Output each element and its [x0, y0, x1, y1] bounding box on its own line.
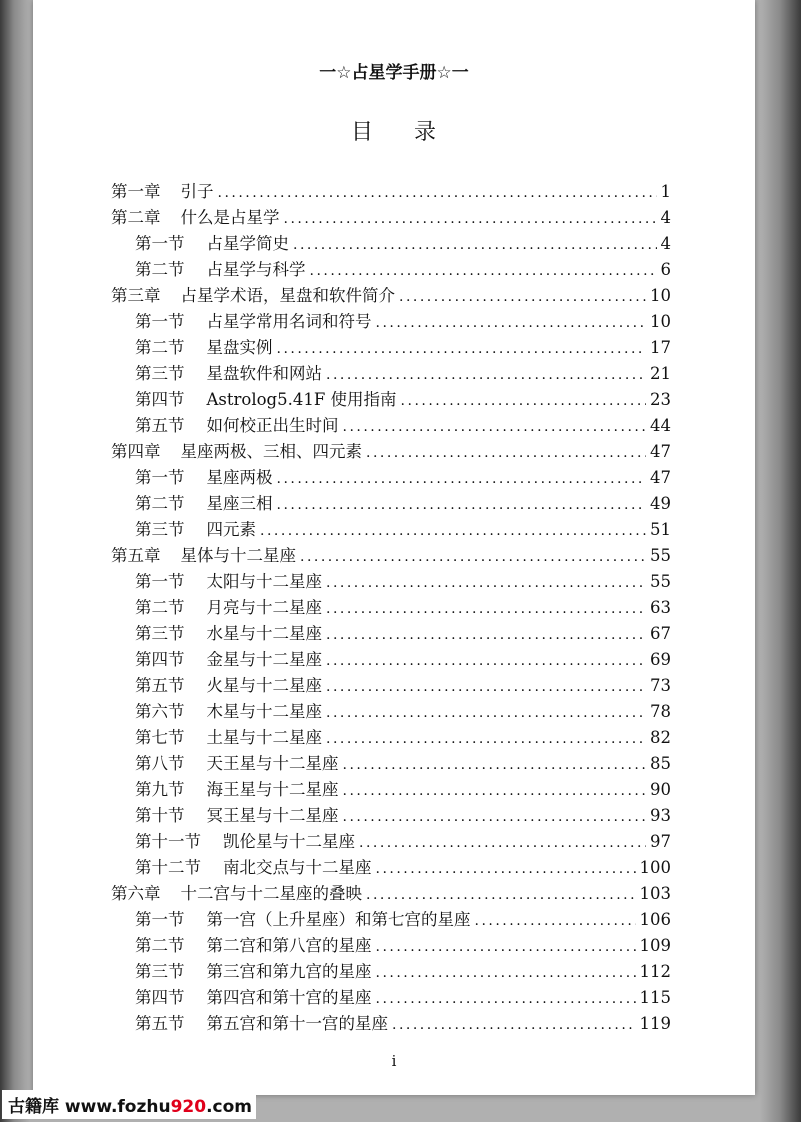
toc-entry-number: 第二节: [135, 936, 185, 955]
toc-entry-page: 85: [650, 754, 671, 773]
toc-entry-number: 第十节: [135, 806, 185, 825]
toc-section-entry[interactable]: [111, 387, 671, 413]
toc-section-entry[interactable]: [111, 231, 671, 257]
toc-entry-title: 第二宫和第八宫的星座: [206, 936, 372, 955]
toc-entry-page: 115: [639, 988, 671, 1007]
toc-entry-number: 第五章: [111, 546, 161, 565]
table-of-contents: [111, 179, 671, 1037]
toc-entry-number: 第四节: [135, 650, 185, 669]
dot-leader: [376, 934, 636, 960]
toc-entry-page: 21: [650, 364, 671, 383]
toc-entry-page: 78: [650, 702, 671, 721]
dot-leader: [343, 414, 647, 440]
toc-entry-title: 月亮与十二星座: [206, 598, 322, 617]
toc-entry-title: 天王星与十二星座: [206, 754, 339, 773]
toc-section-entry[interactable]: [111, 491, 671, 517]
toc-section-entry[interactable]: [111, 621, 671, 647]
toc-entry-page: 10: [650, 286, 671, 305]
toc-entry-number: 第四章: [111, 442, 161, 461]
toc-entry-number: 第三章: [111, 286, 161, 305]
toc-entry-number: 第十二节: [135, 858, 201, 877]
toc-entry-page: 49: [650, 494, 671, 513]
page-number: i: [391, 1052, 397, 1070]
dot-leader: [326, 570, 646, 596]
watermark-prefix: 古籍库 www.fozhu: [8, 1097, 171, 1117]
toc-entry-page: 51: [650, 520, 671, 539]
toc-section-entry[interactable]: [111, 1011, 671, 1037]
toc-entry-title: 金星与十二星座: [206, 650, 322, 669]
toc-entry-number: 第六章: [111, 884, 161, 903]
toc-entry-number: 第三节: [135, 962, 185, 981]
toc-section-entry[interactable]: [111, 751, 671, 777]
toc-section-entry[interactable]: [111, 803, 671, 829]
document-page: [33, 0, 755, 1095]
dot-leader: [293, 232, 657, 258]
dot-leader: [376, 310, 647, 336]
toc-entry-title: 如何校正出生时间: [206, 416, 339, 435]
toc-entry-number: 第七节: [135, 728, 185, 747]
toc-chapter-entry[interactable]: [111, 205, 671, 231]
toc-entry-title: 海王星与十二星座: [206, 780, 339, 799]
dot-leader: [366, 440, 646, 466]
site-watermark: [2, 1090, 256, 1119]
toc-entry-number: 第五节: [135, 1014, 185, 1033]
toc-section-entry[interactable]: [111, 335, 671, 361]
toc-entry-title: 引子: [180, 182, 214, 201]
toc-entry-page: 63: [650, 598, 671, 617]
toc-entry-page: 100: [639, 858, 671, 877]
toc-entry-page: 1: [660, 182, 671, 201]
toc-section-entry[interactable]: [111, 907, 671, 933]
toc-entry-title: 第五宫和第十一宫的星座: [206, 1014, 388, 1033]
title-char-2: 录: [414, 120, 438, 145]
toc-chapter-entry[interactable]: [111, 543, 671, 569]
toc-entry-page: 69: [650, 650, 671, 669]
toc-entry-page: 109: [639, 936, 671, 955]
toc-entry-title: 第四宫和第十宫的星座: [206, 988, 372, 1007]
toc-chapter-entry[interactable]: [111, 881, 671, 907]
toc-entry-title: 土星与十二星座: [206, 728, 322, 747]
toc-entry-title: 占星学简史: [206, 234, 289, 253]
toc-section-entry[interactable]: [111, 699, 671, 725]
toc-entry-title: 第三宫和第九宫的星座: [206, 962, 372, 981]
toc-entry-title: 太阳与十二星座: [206, 572, 322, 591]
toc-section-entry[interactable]: [111, 855, 671, 881]
toc-chapter-entry[interactable]: [111, 283, 671, 309]
running-header: 一☆占星学手册☆一: [319, 63, 469, 83]
toc-entry-number: 第一节: [135, 468, 185, 487]
dot-leader: [343, 752, 647, 778]
toc-entry-page: 4: [660, 208, 671, 227]
toc-entry-title: 四元素: [206, 520, 256, 539]
toc-section-entry[interactable]: [111, 595, 671, 621]
dot-leader: [401, 388, 646, 414]
dot-leader: [399, 284, 646, 310]
toc-section-entry[interactable]: [111, 959, 671, 985]
watermark-highlight: 920: [170, 1097, 207, 1117]
toc-entry-page: 44: [650, 416, 671, 435]
toc-section-entry[interactable]: [111, 673, 671, 699]
toc-entry-page: 17: [650, 338, 671, 357]
toc-chapter-entry[interactable]: [111, 179, 671, 205]
toc-entry-title: 星体与十二星座: [180, 546, 296, 565]
watermark-suffix: .com: [206, 1097, 253, 1117]
toc-entry-title: 星座两极: [206, 468, 273, 487]
toc-entry-number: 第八节: [135, 754, 185, 773]
toc-entry-page: 97: [650, 832, 671, 851]
toc-entry-number: 第五节: [135, 676, 185, 695]
toc-section-entry[interactable]: [111, 361, 671, 387]
dot-leader: [300, 544, 646, 570]
toc-entry-page: 55: [650, 546, 671, 565]
dot-leader: [343, 804, 647, 830]
toc-entry-number: 第三节: [135, 364, 185, 383]
dot-leader: [260, 518, 646, 544]
dot-leader: [376, 960, 636, 986]
toc-entry-number: 第二章: [111, 208, 161, 227]
dot-leader: [376, 986, 636, 1012]
toc-entry-page: 47: [650, 468, 671, 487]
dot-leader: [359, 830, 646, 856]
toc-entry-number: 第六节: [135, 702, 185, 721]
toc-entry-title: 十二宫与十二星座的叠映: [180, 884, 362, 903]
toc-entry-title: 星盘实例: [206, 338, 273, 357]
toc-entry-title: 木星与十二星座: [206, 702, 322, 721]
toc-entry-number: 第一节: [135, 234, 185, 253]
toc-entry-title: 星座两极、三相、四元素: [180, 442, 362, 461]
toc-entry-title: 占星学常用名词和符号: [206, 312, 372, 331]
toc-entry-number: 第一节: [135, 312, 185, 331]
toc-entry-number: 第二节: [135, 598, 185, 617]
toc-section-entry[interactable]: [111, 465, 671, 491]
dot-leader: [284, 206, 657, 232]
toc-entry-number: 第三节: [135, 624, 185, 643]
dot-leader: [326, 622, 646, 648]
dot-leader: [326, 726, 646, 752]
dot-leader: [326, 596, 646, 622]
dot-leader: [218, 180, 657, 206]
toc-section-entry[interactable]: [111, 647, 671, 673]
toc-entry-number: 第五节: [135, 416, 185, 435]
toc-section-entry[interactable]: [111, 933, 671, 959]
toc-entry-page: 73: [650, 676, 671, 695]
toc-entry-page: 47: [650, 442, 671, 461]
dot-leader: [326, 648, 646, 674]
dot-leader: [392, 1012, 636, 1038]
toc-entry-title: 第一宫（上升星座）和第七宫的星座: [206, 910, 471, 929]
dot-leader: [277, 492, 647, 518]
toc-entry-title: 占星学术语，星盘和软件简介: [180, 286, 395, 305]
toc-chapter-entry[interactable]: [111, 439, 671, 465]
toc-entry-page: 10: [650, 312, 671, 331]
toc-entry-number: 第一节: [135, 572, 185, 591]
dot-leader: [326, 674, 646, 700]
toc-entry-title: 凯伦星与十二星座: [223, 832, 355, 851]
toc-entry-page: 55: [650, 572, 671, 591]
toc-entry-title: Astrolog5.41F 使用指南: [206, 390, 397, 409]
toc-entry-title: 星座三相: [206, 494, 273, 513]
toc-entry-title: 火星与十二星座: [206, 676, 322, 695]
toc-entry-number: 第十一节: [135, 832, 201, 851]
dot-leader: [376, 856, 636, 882]
toc-entry-number: 第四节: [135, 988, 185, 1007]
toc-entry-page: 6: [660, 260, 671, 279]
page-title: [33, 115, 755, 146]
toc-entry-number: 第一节: [135, 910, 185, 929]
toc-entry-page: 82: [650, 728, 671, 747]
toc-section-entry[interactable]: [111, 517, 671, 543]
toc-entry-page: 67: [650, 624, 671, 643]
toc-section-entry[interactable]: [111, 985, 671, 1011]
dot-leader: [366, 882, 636, 908]
toc-entry-title: 什么是占星学: [180, 208, 280, 227]
toc-section-entry[interactable]: [111, 725, 671, 751]
toc-entry-title: 南北交点与十二星座: [223, 858, 372, 877]
toc-section-entry[interactable]: [111, 777, 671, 803]
toc-entry-page: 119: [639, 1014, 671, 1033]
dot-leader: [326, 700, 646, 726]
toc-entry-number: 第二节: [135, 494, 185, 513]
toc-entry-number: 第二节: [135, 338, 185, 357]
toc-section-entry[interactable]: [111, 569, 671, 595]
toc-entry-page: 106: [639, 910, 671, 929]
toc-entry-page: 23: [650, 390, 671, 409]
dot-leader: [277, 466, 647, 492]
toc-entry-page: 90: [650, 780, 671, 799]
toc-section-entry[interactable]: [111, 413, 671, 439]
toc-entry-page: 103: [639, 884, 671, 903]
toc-entry-title: 冥王星与十二星座: [206, 806, 339, 825]
toc-entry-title: 水星与十二星座: [206, 624, 322, 643]
title-char-1: 目: [350, 120, 374, 145]
dot-leader: [343, 778, 647, 804]
toc-entry-number: 第四节: [135, 390, 185, 409]
toc-section-entry[interactable]: [111, 309, 671, 335]
dot-leader: [277, 336, 647, 362]
toc-entry-page: 93: [650, 806, 671, 825]
dot-leader: [475, 908, 636, 934]
toc-entry-title: 星盘软件和网站: [206, 364, 322, 383]
toc-section-entry[interactable]: [111, 829, 671, 855]
toc-entry-title: 占星学与科学: [206, 260, 306, 279]
dot-leader: [310, 258, 657, 284]
toc-entry-page: 4: [660, 234, 671, 253]
toc-entry-number: 第三节: [135, 520, 185, 539]
dot-leader: [326, 362, 646, 388]
toc-entry-page: 112: [639, 962, 671, 981]
toc-section-entry[interactable]: [111, 257, 671, 283]
toc-entry-number: 第二节: [135, 260, 185, 279]
toc-entry-number: 第九节: [135, 780, 185, 799]
toc-entry-number: 第一章: [111, 182, 161, 201]
